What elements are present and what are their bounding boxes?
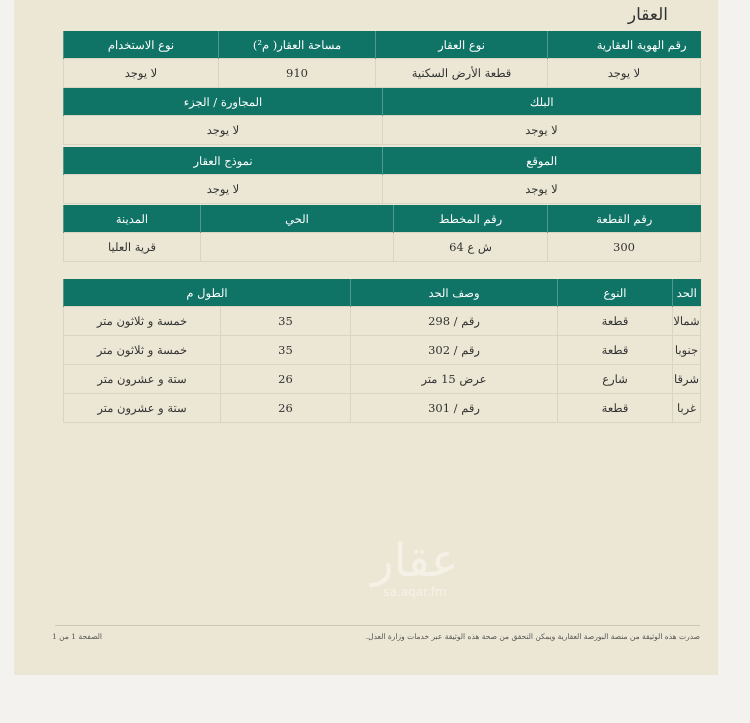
type-cell: قطعة [558, 336, 673, 365]
header-usage-type: نوع الاستخدام [64, 31, 219, 59]
length-words-cell: ستة و عشرون متر [64, 365, 221, 394]
table-row [64, 307, 701, 336]
length-cell: 35 [221, 336, 351, 365]
header-length: الطول م [64, 279, 351, 307]
footer-divider [55, 625, 700, 626]
length-cell: 35 [221, 307, 351, 336]
header-area: مساحة العقار( م²) [219, 31, 376, 59]
boundary-cell: شمالا [673, 307, 701, 336]
header-property-model: نموذج العقار [64, 147, 383, 175]
page-number: الصفحة 1 من 1 [52, 632, 102, 641]
header-description: وصف الحد [351, 279, 558, 307]
length-words-cell: خمسة و ثلاثون متر [64, 307, 221, 336]
property-type-value: قطعة الأرض السكنية [376, 59, 548, 88]
location-value: لا يوجد [383, 175, 701, 204]
type-cell: قطعة [558, 307, 673, 336]
footer-note: صدرت هذه الوثيقة من منصة البورصة العقارية ويمكن التحقق من صحة هذه الوثيقة عبر خدمات وزارة العدل. [365, 632, 700, 641]
header-district: الحي [201, 205, 394, 233]
location-table [63, 147, 701, 204]
header-plot-number: رقم القطعة [548, 205, 701, 233]
plot-table [63, 205, 701, 262]
plot-number-value: 300 [548, 233, 701, 262]
type-cell: شارع [558, 365, 673, 394]
table-row [64, 365, 701, 394]
property-model-value: لا يوجد [64, 175, 383, 204]
description-cell: عرض 15 متر [351, 365, 558, 394]
description-cell: رقم / 302 [351, 336, 558, 365]
section-title: العقار [627, 5, 668, 25]
property-info-table [63, 31, 701, 88]
boundary-cell: جنوبا [673, 336, 701, 365]
header-type: النوع [558, 279, 673, 307]
usage-type-value: لا يوجد [64, 59, 219, 88]
table-row [64, 394, 701, 423]
boundary-cell: شرقا [673, 365, 701, 394]
header-plan-number: رقم المخطط [394, 205, 548, 233]
watermark-logo: عقار [371, 533, 459, 587]
city-value: قرية العليا [64, 233, 201, 262]
plan-number-value: ش ع 64 [394, 233, 548, 262]
length-cell: 26 [221, 394, 351, 423]
boundaries-table [63, 279, 701, 423]
watermark-url: sa.aqar.fm [383, 585, 447, 599]
district-value [201, 233, 394, 262]
length-words-cell: خمسة و ثلاثون متر [64, 336, 221, 365]
header-boundary: الحد [673, 279, 701, 307]
header-block: البلك [383, 88, 701, 116]
description-cell: رقم / 301 [351, 394, 558, 423]
property-id-value: لا يوجد [548, 59, 701, 88]
aqar-watermark [355, 535, 475, 599]
area-value: 910 [219, 59, 376, 88]
boundary-cell: غربا [673, 394, 701, 423]
length-cell: 26 [221, 365, 351, 394]
neighborhood-part-value: لا يوجد [64, 116, 383, 145]
description-cell: رقم / 298 [351, 307, 558, 336]
header-city: المدينة [64, 205, 201, 233]
block-value: لا يوجد [383, 116, 701, 145]
table-row [64, 336, 701, 365]
header-neighborhood-part: المجاورة / الجزء [64, 88, 383, 116]
header-property-type: نوع العقار [376, 31, 548, 59]
header-property-id: رقم الهوية العقارية [548, 31, 701, 59]
block-table [63, 88, 701, 145]
length-words-cell: ستة و عشرون متر [64, 394, 221, 423]
header-location: الموقع [383, 147, 701, 175]
type-cell: قطعة [558, 394, 673, 423]
